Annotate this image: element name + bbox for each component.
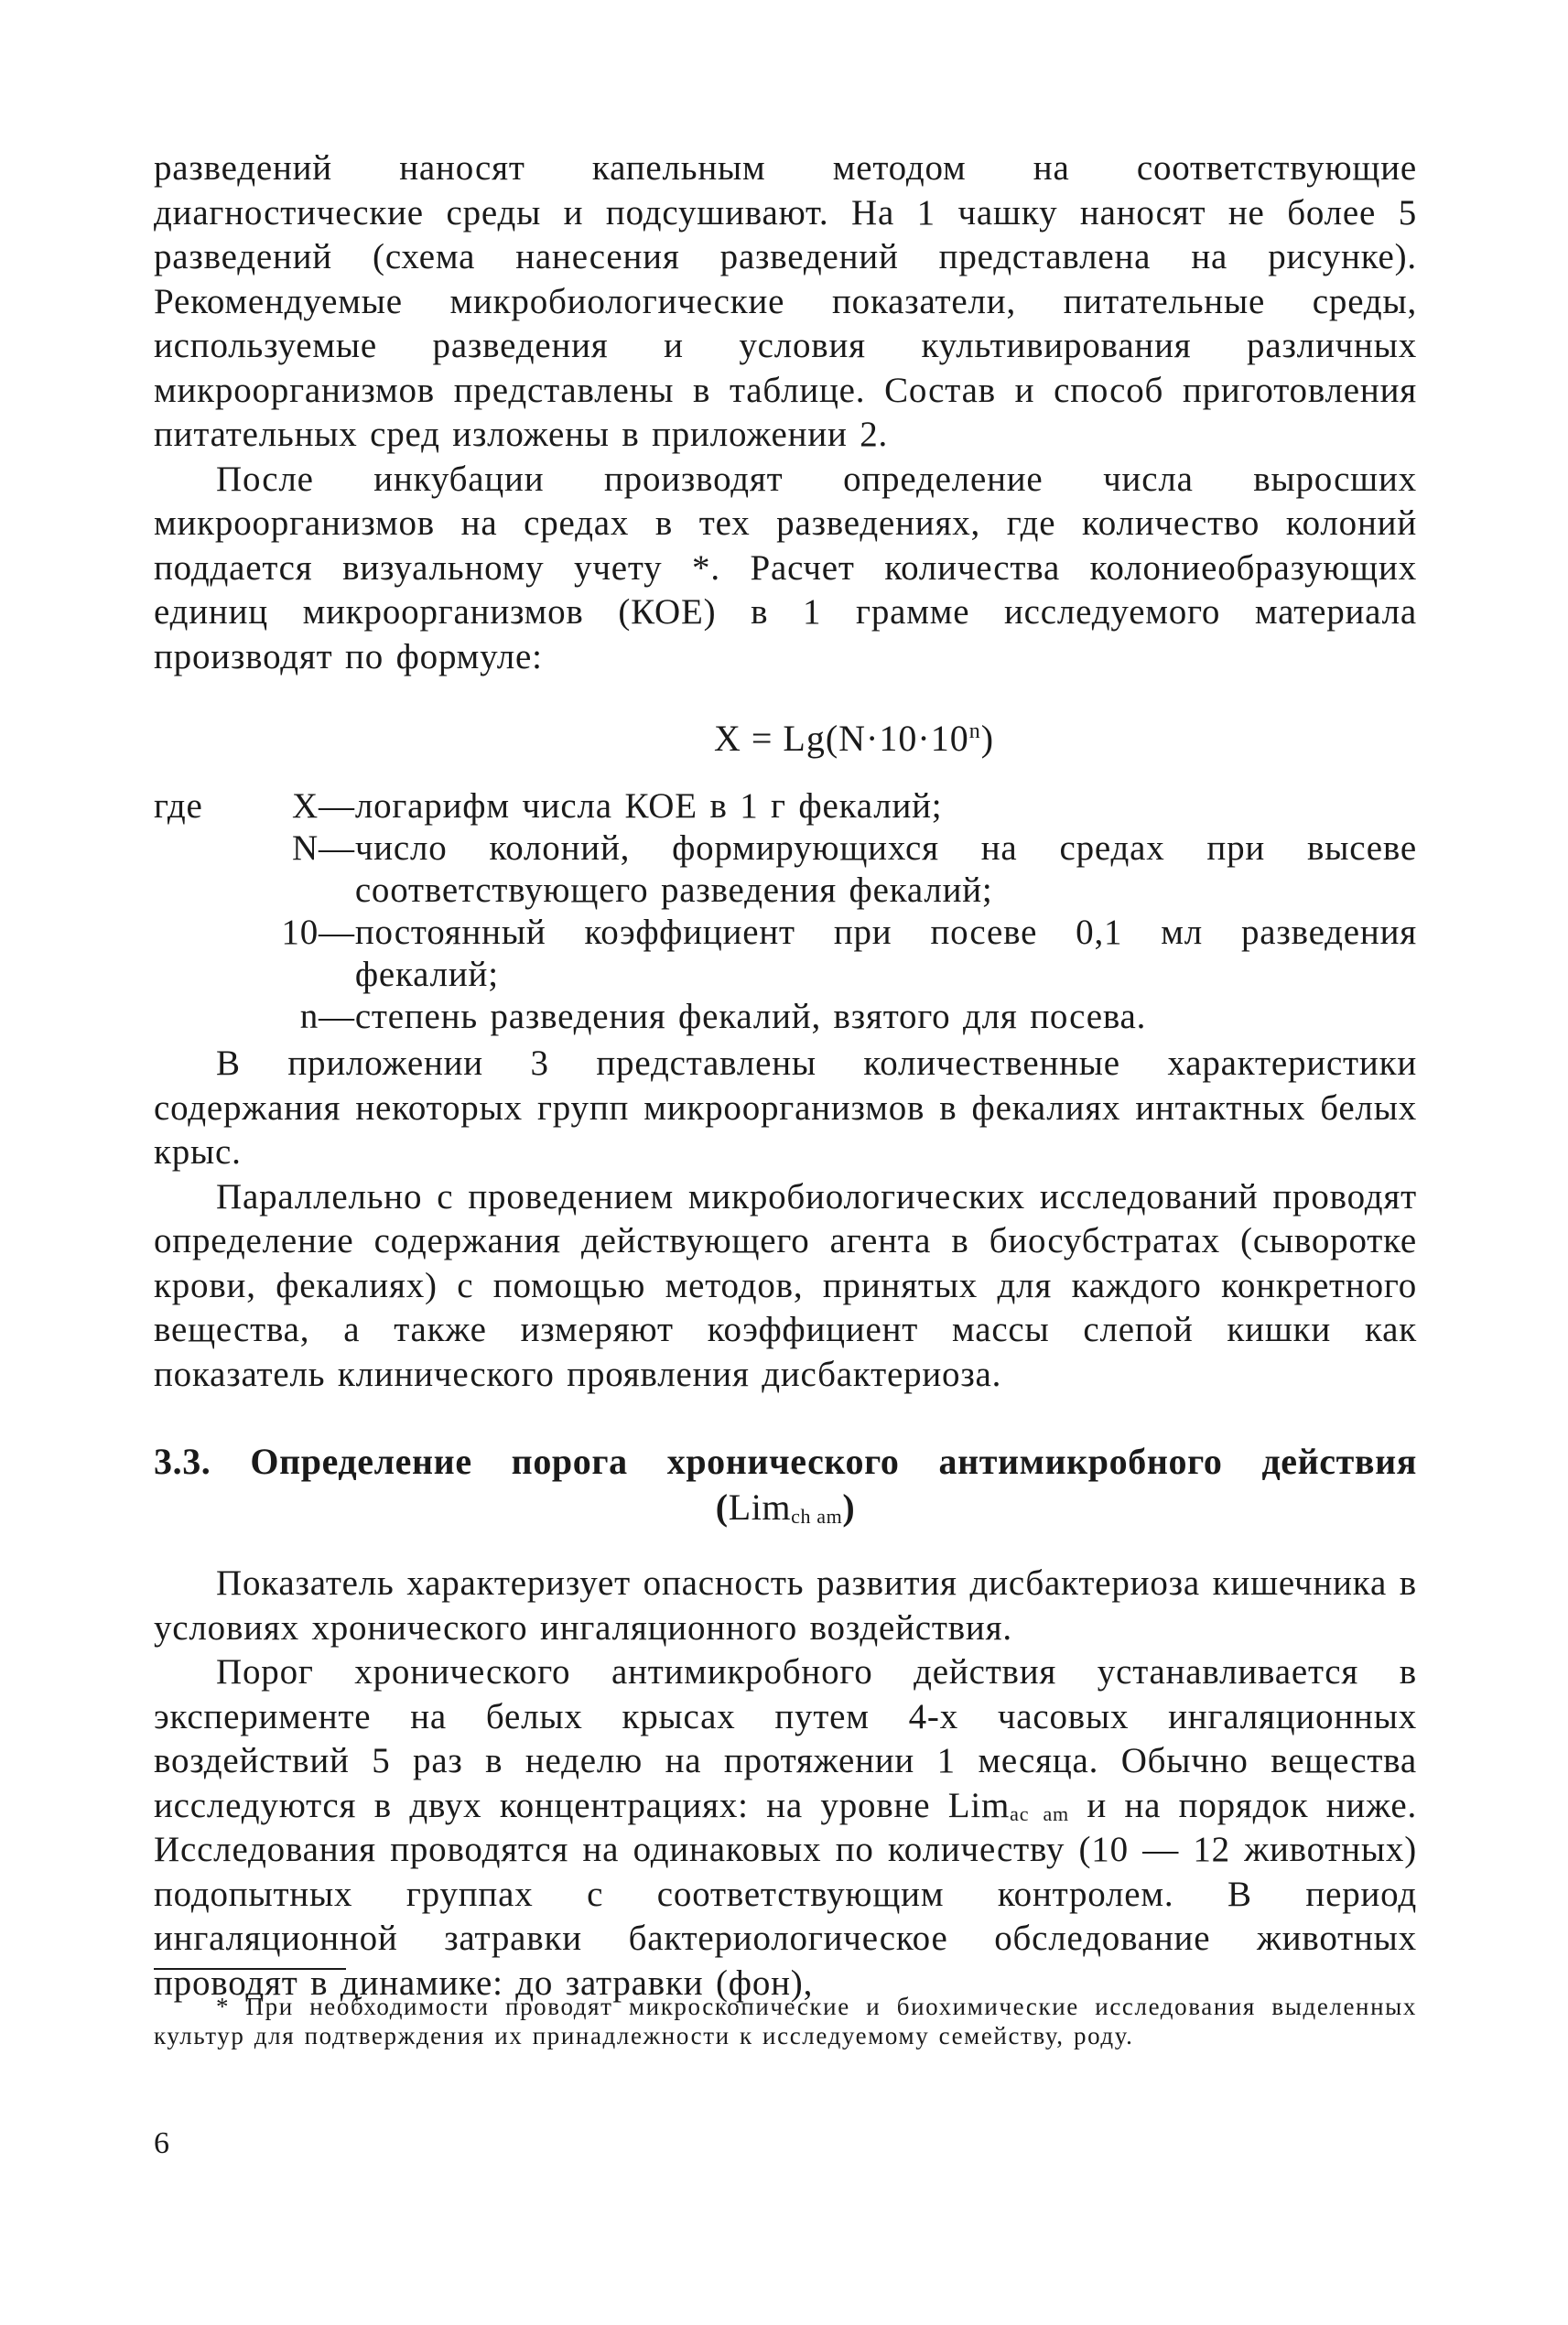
section-subtitle: (Lim$_{ch am}$) <box>715 1487 856 1528</box>
definition-text: логарифм числа КОЕ в 1 г фекалий; <box>354 786 943 826</box>
definition-row <box>154 996 1417 1038</box>
formula-main: X = Lg(N·10·10 <box>713 718 969 759</box>
lim-symbol: Lim <box>947 1785 1011 1825</box>
formula <box>154 716 1417 762</box>
definition-dash: — <box>319 997 355 1036</box>
definition-dash: — <box>319 828 355 868</box>
definition-text: постоянный коэффициент при посеве 0,1 мл разведения фекалий; <box>354 913 1417 994</box>
definition-symbol: n <box>299 997 319 1036</box>
formula-definitions <box>154 785 1417 1038</box>
paragraph-incubation: После инкубации производят определение числа выросших микроорганизмов на средах в тех разведениях, где количество колоний поддается визуальному учету *. Расчет количества колониеобразующих единиц микроорганизмов (КОЕ) в 1 грамме исследуемого материала производят по формуле: <box>154 459 1417 676</box>
definition-row <box>154 912 1417 996</box>
paragraph-dilutions: разведений наносят капельным методом на соответствующие диагностические среды и подсушивают. На 1 чашку наносят не более 5 разведений (схема нанесения разведений представлена на рисунке). Рекомендуемые микробиологические показатели, питательные среды, используемые разведения и условия культивирования различных микроорганизмов представлены в таблице. Состав и способ приготовления питательных сред изложены в приложении 2. <box>154 148 1417 454</box>
section-heading <box>154 1439 1417 1530</box>
definition-text: число колоний, формирующихся на средах при высеве соответствующего разведения фекалий; <box>354 828 1417 910</box>
footnote: * При необходимости проводят микроскопические и биохимические исследования выделенных культур для подтверждения их принадлежности к исследуемому семейству, роду. <box>154 1993 1417 2049</box>
definition-symbol: N <box>292 828 319 868</box>
definition-row <box>154 827 1417 912</box>
page-number: 6 <box>154 2126 169 2160</box>
paragraph-appendix-3: В приложении 3 представлены количественные характеристики содержания некоторых групп микроорганизмов в фекалиях интактных белых крыс. <box>154 1044 1417 1172</box>
footnote-divider <box>154 1968 346 1970</box>
paragraph-threshold: Порог хронического антимикробного действия устанавливается в эксперименте на белых крысах путем 4-х часовых ингаляционных воздействий 5 раз в неделю на протяжении 1 месяца. Обычно вещества исследуются в двух концентрациях: на уровне Lim$_{ac am}$ и на порядок ниже. Исследования проводятся на одинаковых по количеству (10 — 12 животных) подопытных группах с соответствующим контролем. В период ингаляционной затравки бактериологическое обследование животных проводят в динамике: до затравки (фон), <box>154 1652 1417 2003</box>
page-body <box>154 146 1417 2006</box>
definition-text: степень разведения фекалий, взятого для посева. <box>354 997 1147 1036</box>
definition-symbol: 10 <box>281 913 319 952</box>
paragraph-indicator: Показатель характеризует опасность развития дисбактериоза кишечника в условиях хронического ингаляционного воздействия. <box>154 1563 1417 1648</box>
lim-subscript: ac am <box>1010 1801 1069 1825</box>
section-title: 3.3. Определение порога хронического антимикробного действия <box>154 1441 1417 1482</box>
definition-dash: — <box>319 786 355 826</box>
definition-row <box>154 785 1417 827</box>
definition-prefix: где <box>154 786 203 826</box>
formula-close: ) <box>980 718 995 759</box>
definition-symbol: X <box>292 786 319 826</box>
paragraph-parallel-studies: Параллельно с проведением микробиологических исследований проводят определение содержания действующего агента в биосубстратах (сыворотке крови, фекалиях) с помощью методов, принятых для каждого конкретного вещества, а также измеряют коэффициент массы слепой кишки как показатель клинического проявления дисбактериоза. <box>154 1176 1417 1394</box>
section-lim: Lim <box>728 1487 792 1528</box>
section-lim-subscript: ch am <box>791 1505 843 1528</box>
formula-exponent: n <box>968 719 981 743</box>
definition-dash: — <box>319 913 355 952</box>
